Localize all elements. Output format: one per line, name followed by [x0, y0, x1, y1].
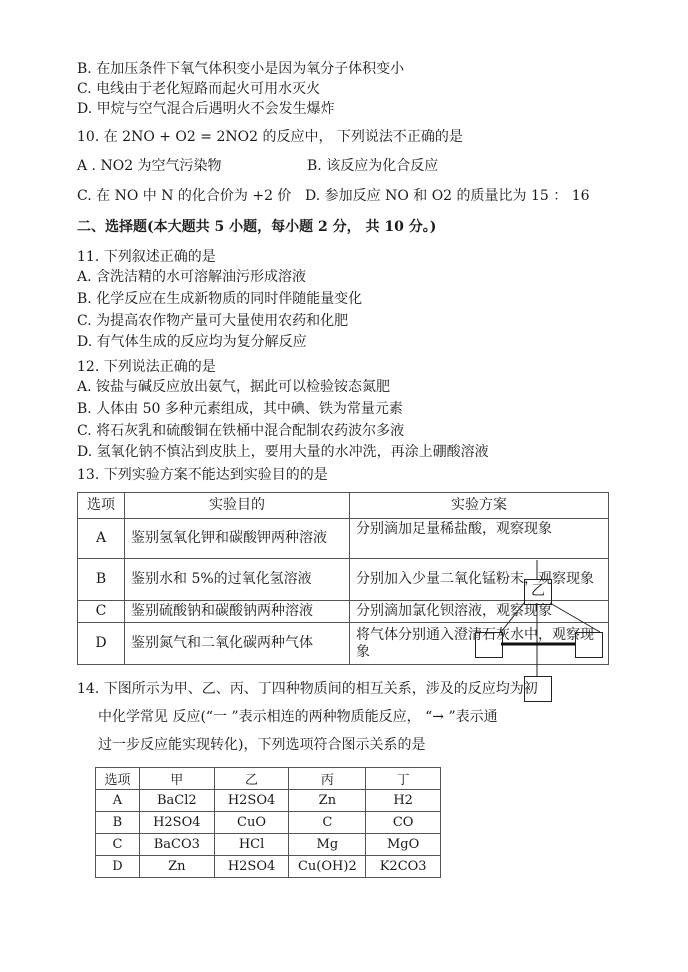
- diagram-box-yi: 乙: [524, 579, 552, 605]
- table-cell: D: [96, 856, 140, 878]
- q10-option-d: D. 参加反应 NO 和 O2 的质量比为 15 ： 16: [305, 188, 590, 204]
- table-cell: HCl: [214, 834, 289, 856]
- question-12: 12. 下列说法正确的是: [77, 359, 216, 375]
- table-row: [96, 834, 441, 856]
- table-header-cell: 实验目的: [125, 493, 350, 519]
- table-cell: A: [96, 790, 140, 812]
- table-cell: Mg: [289, 834, 366, 856]
- table-cell: D: [78, 623, 125, 665]
- table-cell: Zn: [289, 790, 366, 812]
- q12-option-a: A. 铵盐与碱反应放出氨气，据此可以检验铵态氮肥: [77, 379, 391, 395]
- table-cell: H2SO4: [214, 856, 289, 878]
- q11-option-d: D. 有气体生成的反应均为复分解反应: [77, 334, 307, 350]
- table-cell: 鉴别氮气和二氧化碳两种气体: [125, 623, 350, 665]
- q12-option-d: D. 氢氧化钠不慎沾到皮肤上，要用大量的水冲洗，再涂上硼酸溶液: [77, 444, 489, 460]
- table-cell: H2SO4: [139, 812, 214, 834]
- option-d-text: D. 甲烷与空气混合后遇明火不会发生爆炸: [77, 101, 335, 117]
- question-10: 10. 在 2NO + O2 = 2NO2 的反应中， 下列说法不正确的是: [77, 129, 463, 145]
- table-cell: BaCl2: [139, 790, 214, 812]
- section-2-heading: 二、选择题(本大题共 5 小题，每小题 2 分， 共 10 分。): [77, 219, 437, 235]
- table-header-cell: 实验方案: [350, 493, 609, 519]
- table-cell: K2CO3: [366, 856, 441, 878]
- question-14-table: [95, 767, 441, 878]
- diagram-link-line: [501, 603, 524, 632]
- table-header-cell: 甲: [139, 768, 214, 790]
- q10-option-a: A . NO2 为空气污染物: [77, 158, 222, 174]
- q10-option-c: C. 在 NO 中 N 的化合价为 +2 价: [77, 188, 292, 204]
- table-cell: MgO: [366, 834, 441, 856]
- table-cell: C: [289, 812, 366, 834]
- table-row: [96, 812, 441, 834]
- table-header-cell: 乙: [214, 768, 289, 790]
- table-header-row: [96, 768, 441, 790]
- q11-option-c: C. 为提高农作物产量可大量使用农药和化肥: [77, 313, 349, 329]
- q12-option-c: C. 将石灰乳和硫酸铜在铁桶中混合配制农药波尔多液: [77, 423, 405, 439]
- table-cell: 鉴别氢氧化钾和碳酸钾两种溶液: [125, 519, 350, 559]
- table-row: [96, 790, 441, 812]
- q11-option-a: A. 含洗洁精的水可溶解油污形成溶液: [77, 269, 307, 285]
- table-cell: 鉴别水和 5%的过氧化氢溶液: [125, 559, 350, 601]
- table-cell: H2: [366, 790, 441, 812]
- question-14-line-2: 中化学常见 反应(“一 ”表示相连的两种物质能反应， “→ ”表示通: [98, 709, 498, 725]
- table-cell: 分别加入少量二氧化锰粉末，观察现象: [350, 559, 609, 601]
- table-cell: CuO: [214, 812, 289, 834]
- option-b-text: B. 在加压条件下氧气体积变小是因为氧分子体积变小: [77, 61, 405, 77]
- table-cell: CO: [366, 812, 441, 834]
- table-row: [96, 856, 441, 878]
- table-header-cell: 丁: [366, 768, 441, 790]
- table-header-cell: 丙: [289, 768, 366, 790]
- table-cell: 将气体分别通入澄清石灰水中，观察现象: [350, 623, 609, 665]
- option-c-text: C. 电线由于老化短路而起火可用水灭火: [77, 81, 321, 97]
- question-14-line-3: 过一步反应能实现转化)，下列选项符合图示关系的是: [98, 737, 426, 753]
- q11-option-b: B. 化学反应在生成新物质的同时伴随能量变化: [77, 291, 363, 307]
- table-cell: 分别滴加足量稀盐酸，观察现象: [350, 519, 609, 559]
- question-14-line-1: 14. 下图所示为甲、乙、丙、丁四种物质间的相互关系，涉及的反应均为初: [77, 681, 538, 697]
- table-cell: C: [78, 601, 125, 623]
- q12-option-b: B. 人体由 50 多种元素组成，其中碘、铁为常量元素: [77, 401, 403, 417]
- table-cell: C: [96, 834, 140, 856]
- question-11: 11. 下列叙述正确的是: [77, 249, 216, 265]
- question-13: 13. 下列实验方案不能达到实验目的的是: [77, 467, 328, 483]
- diagram-link-line: [550, 603, 600, 632]
- table-cell: B: [78, 559, 125, 601]
- table-cell: 分别滴加氯化钡溶液，观察现象: [350, 601, 609, 623]
- table-cell: 鉴别硫酸钠和碳酸钠两种溶液: [125, 601, 350, 623]
- table-header-cell: 选项: [96, 768, 140, 790]
- table-cell: B: [96, 812, 140, 834]
- table-cell: BaCO3: [139, 834, 214, 856]
- q10-option-b: B. 该反应为化合反应: [307, 158, 439, 174]
- table-cell: Cu(OH)2: [289, 856, 366, 878]
- table-cell: H2SO4: [214, 790, 289, 812]
- table-cell: A: [78, 519, 125, 559]
- table-cell: Zn: [139, 856, 214, 878]
- table-header-cell: 选项: [78, 493, 125, 519]
